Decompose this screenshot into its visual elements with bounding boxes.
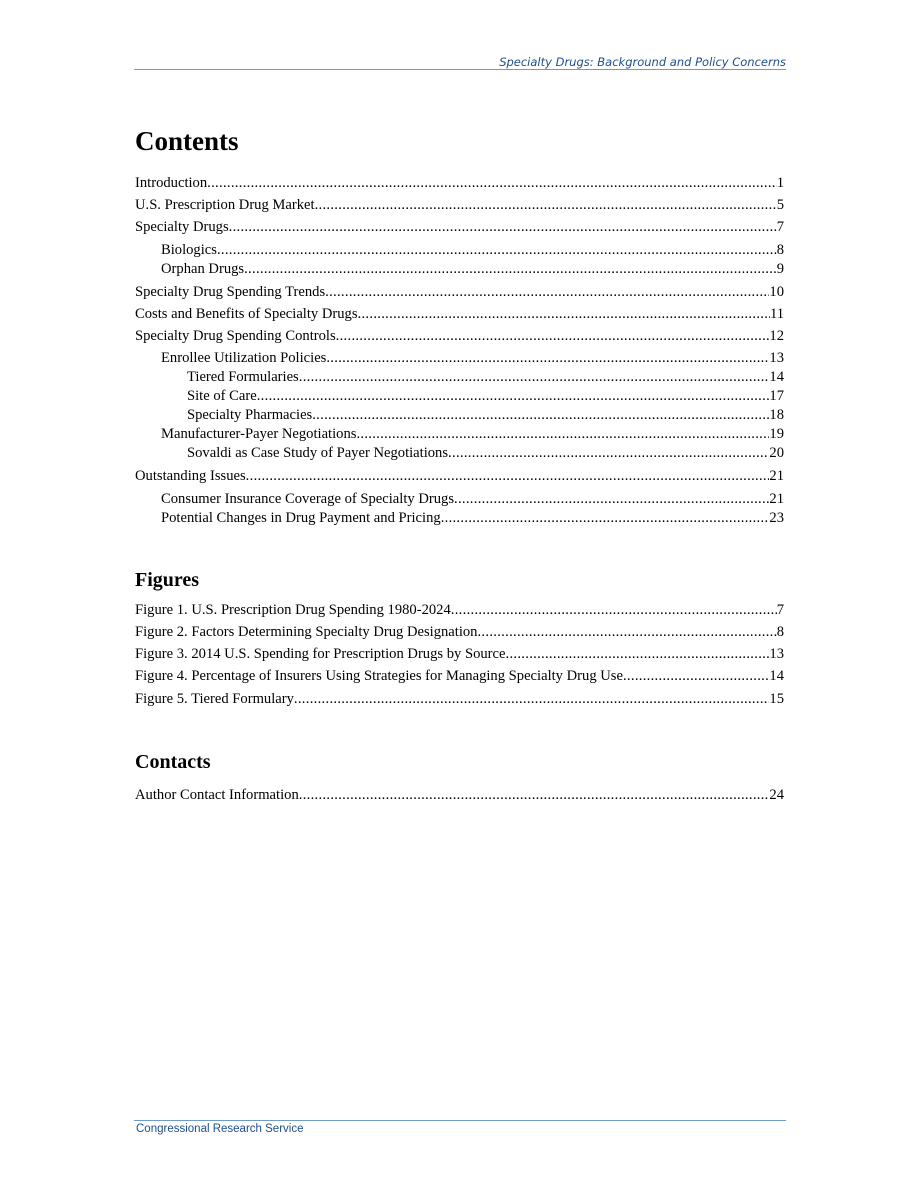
toc-entry-page-number: 20 xyxy=(769,445,784,461)
running-header: Specialty Drugs: Background and Policy Concerns xyxy=(499,55,786,69)
toc-entry-label: Introduction xyxy=(135,175,208,191)
dot-leader xyxy=(299,786,770,804)
toc-entry-page-number: 24 xyxy=(769,787,784,803)
toc-entry-label: Manufacturer-Payer Negotiations xyxy=(161,426,357,442)
dot-leader xyxy=(358,305,770,323)
footer-organization: Congressional Research Service xyxy=(136,1123,304,1135)
toc-entry-page-number: 12 xyxy=(769,328,784,344)
toc-entry-page-number: 9 xyxy=(776,261,784,277)
toc-entry-label: Tiered Formularies xyxy=(187,369,299,385)
toc-entry[interactable] xyxy=(135,283,784,301)
toc-entry-page-number: 7 xyxy=(776,602,784,618)
dot-leader xyxy=(257,387,770,405)
dot-leader xyxy=(244,260,777,278)
toc-entry-label: Specialty Pharmacies xyxy=(187,407,313,423)
dot-leader xyxy=(326,349,769,367)
toc-entry-label: U.S. Prescription Drug Market xyxy=(135,197,315,213)
toc-entry-page-number: 21 xyxy=(769,468,784,484)
toc-entry-label: Figure 2. Factors Determining Specialty Drug Designation xyxy=(135,624,478,640)
dot-leader xyxy=(506,645,770,663)
toc-entry[interactable] xyxy=(135,327,784,345)
toc-entry[interactable] xyxy=(135,645,784,663)
dot-leader xyxy=(217,241,777,259)
dot-leader xyxy=(207,174,777,192)
toc-entry[interactable] xyxy=(135,305,784,323)
dot-leader xyxy=(312,406,769,424)
dot-leader xyxy=(299,368,770,386)
toc-entry[interactable] xyxy=(135,623,784,641)
toc-entry-page-number: 1 xyxy=(776,175,784,191)
footer-rule xyxy=(134,1120,786,1121)
toc-entry[interactable] xyxy=(187,387,784,405)
toc-entry-page-number: 14 xyxy=(769,668,784,684)
toc-entry[interactable] xyxy=(187,406,784,424)
dot-leader xyxy=(246,467,770,485)
dot-leader xyxy=(454,490,769,508)
toc-entry-label: Consumer Insurance Coverage of Specialty Drugs xyxy=(161,491,455,507)
toc-entry-page-number: 17 xyxy=(769,388,784,404)
dot-leader xyxy=(451,601,777,619)
toc-entry-label: Specialty Drugs xyxy=(135,219,229,235)
toc-entry-page-number: 11 xyxy=(769,306,784,322)
toc-entry[interactable] xyxy=(135,690,784,708)
toc-entry[interactable] xyxy=(135,667,784,685)
toc-entry-label: Biologics xyxy=(161,242,217,258)
toc-entry-page-number: 5 xyxy=(776,197,784,213)
dot-leader xyxy=(294,690,770,708)
contents-title: Contents xyxy=(135,126,239,156)
toc-entry[interactable] xyxy=(135,786,784,804)
toc-entry-page-number: 23 xyxy=(769,510,784,526)
toc-entry-label: Orphan Drugs xyxy=(161,261,245,277)
toc-entry-page-number: 14 xyxy=(769,369,784,385)
dot-leader xyxy=(623,667,769,685)
toc-entry[interactable] xyxy=(161,241,784,259)
toc-entry-label: Site of Care xyxy=(187,388,257,404)
toc-entry[interactable] xyxy=(161,425,784,443)
toc-entry-label: Sovaldi as Case Study of Payer Negotiations xyxy=(187,445,449,461)
toc-entry[interactable] xyxy=(135,174,784,192)
toc-entry[interactable] xyxy=(187,444,784,462)
toc-entry-page-number: 10 xyxy=(769,284,784,300)
dot-leader xyxy=(477,623,776,641)
dot-leader xyxy=(448,444,769,462)
toc-entry[interactable] xyxy=(161,509,784,527)
toc-entry-label: Specialty Drug Spending Controls xyxy=(135,328,336,344)
toc-entry-page-number: 18 xyxy=(769,407,784,423)
toc-entry[interactable] xyxy=(135,467,784,485)
dot-leader xyxy=(356,425,769,443)
figures-title: Figures xyxy=(135,569,200,591)
toc-entry-page-number: 8 xyxy=(776,624,784,640)
toc-entry[interactable] xyxy=(187,368,784,386)
contacts-title: Contacts xyxy=(135,751,211,773)
dot-leader xyxy=(315,196,777,214)
header-rule xyxy=(134,69,786,70)
toc-entry-label: Specialty Drug Spending Trends xyxy=(135,284,326,300)
toc-entry-label: Costs and Benefits of Specialty Drugs xyxy=(135,306,358,322)
toc-entry-label: Enrollee Utilization Policies xyxy=(161,350,327,366)
toc-entry-label: Potential Changes in Drug Payment and Pricing xyxy=(161,510,441,526)
toc-entry[interactable] xyxy=(135,601,784,619)
toc-entry[interactable] xyxy=(161,349,784,367)
toc-entry-page-number: 13 xyxy=(769,646,784,662)
toc-entry-page-number: 13 xyxy=(769,350,784,366)
toc-entry-label: Outstanding Issues xyxy=(135,468,246,484)
toc-entry-page-number: 8 xyxy=(776,242,784,258)
toc-entry-label: Figure 3. 2014 U.S. Spending for Prescription Drugs by Source xyxy=(135,646,506,662)
toc-entry-label: Author Contact Information xyxy=(135,787,299,803)
toc-entry-page-number: 21 xyxy=(769,491,784,507)
toc-entry-page-number: 15 xyxy=(769,691,784,707)
dot-leader xyxy=(441,509,770,527)
toc-entry[interactable] xyxy=(135,196,784,214)
toc-entry-page-number: 19 xyxy=(769,426,784,442)
toc-entry[interactable] xyxy=(161,490,784,508)
toc-entry-page-number: 7 xyxy=(776,219,784,235)
dot-leader xyxy=(229,218,777,236)
toc-entry[interactable] xyxy=(161,260,784,278)
toc-entry-label: Figure 4. Percentage of Insurers Using Strategies for Managing Specialty Drug Use xyxy=(135,668,623,684)
toc-entry-label: Figure 5. Tiered Formulary xyxy=(135,691,294,707)
dot-leader xyxy=(325,283,769,301)
dot-leader xyxy=(336,327,770,345)
toc-entry-label: Figure 1. U.S. Prescription Drug Spending 1980-2024 xyxy=(135,602,451,618)
toc-entry[interactable] xyxy=(135,218,784,236)
